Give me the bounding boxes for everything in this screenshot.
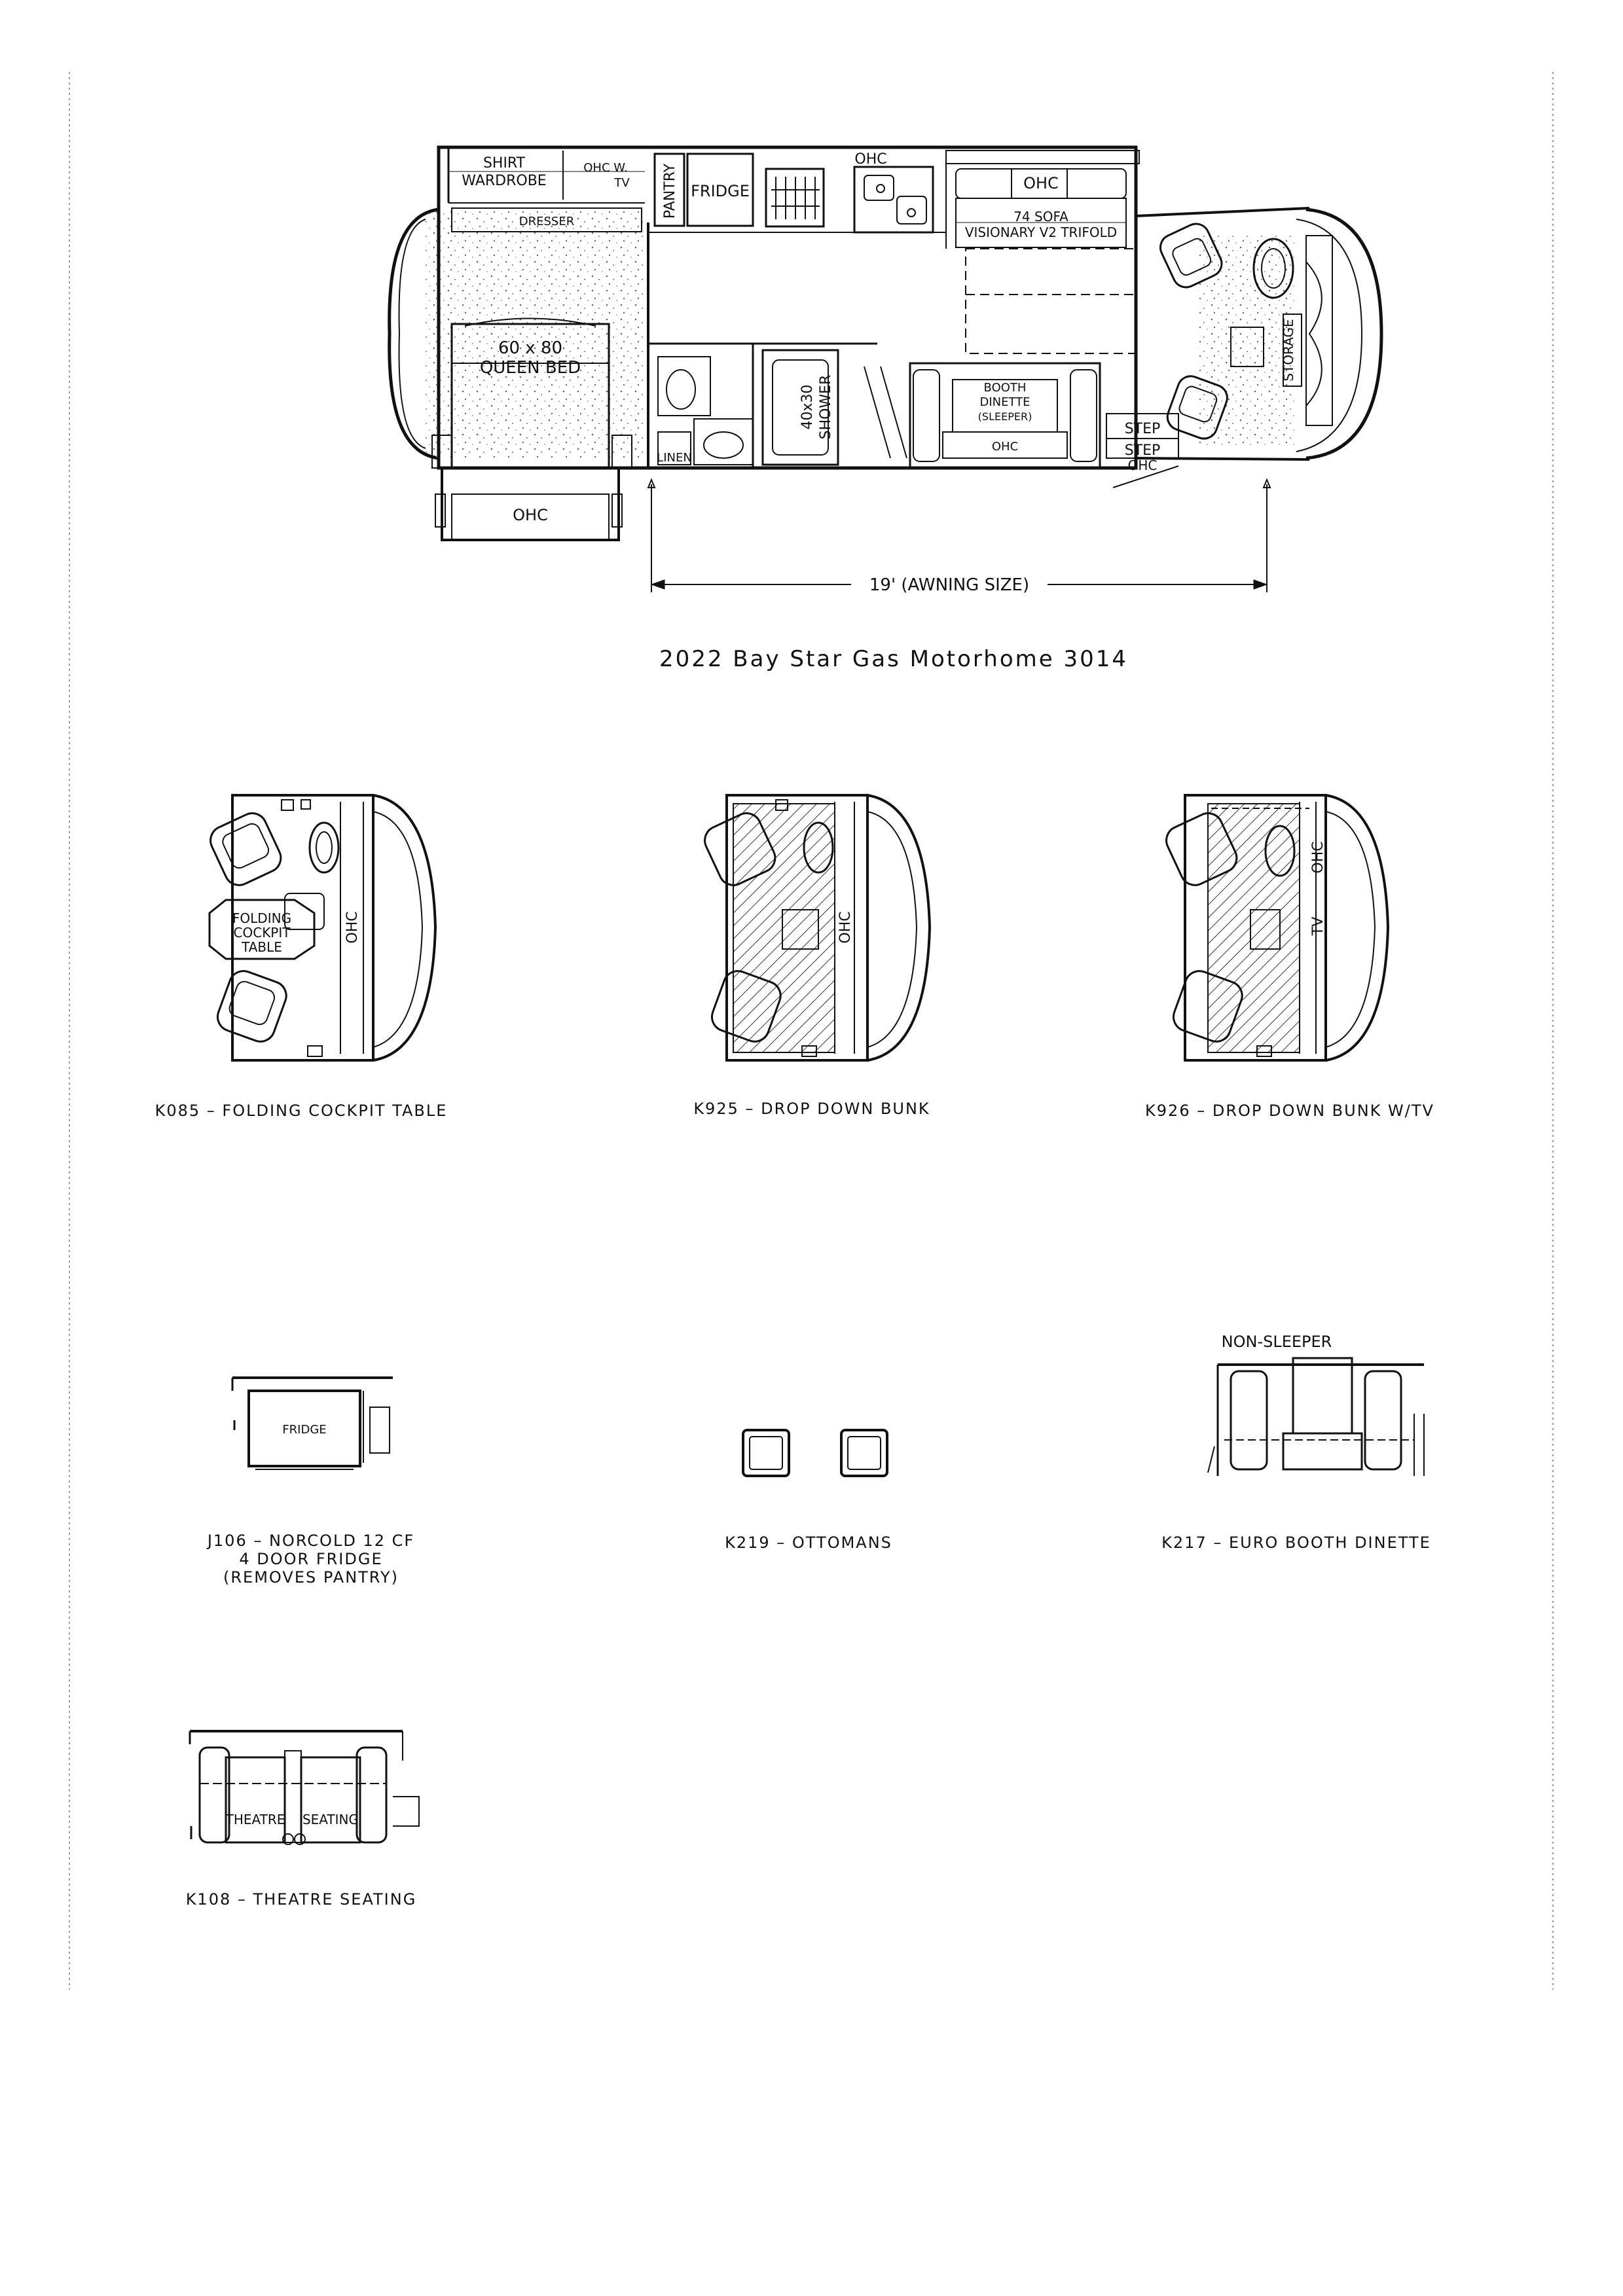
ohc-slide-label: OHC xyxy=(513,506,548,524)
awning-label: 19' (AWNING SIZE) xyxy=(869,575,1030,595)
k926-label-ohc: OHC xyxy=(1310,841,1326,874)
ohc-w-label: OHC W. xyxy=(583,161,628,175)
sofa-label-1: 74 SOFA xyxy=(1013,209,1068,224)
tv-label: TV xyxy=(614,176,630,190)
k925-label-ohc: OHC xyxy=(837,911,854,944)
k108-label-theatre: THEATRE xyxy=(225,1812,285,1827)
ohc-step-label: OHC xyxy=(1127,457,1158,473)
option-k219-caption: K219 – OTTOMANS xyxy=(725,1534,892,1552)
option-k925-caption: K925 – DROP DOWN BUNK xyxy=(693,1100,930,1118)
option-k219-drawing xyxy=(743,1430,887,1476)
shirt-label: SHIRT xyxy=(483,155,526,171)
pantry-label: PANTRY xyxy=(662,163,678,219)
ohc-sofa-label: OHC xyxy=(1023,174,1059,192)
k085-label-ohc: OHC xyxy=(344,911,361,944)
option-k925-drawing xyxy=(700,795,930,1060)
booth-label-3: (SLEEPER) xyxy=(977,410,1032,423)
option-j106-caption-3: (REMOVES PANTRY) xyxy=(223,1568,399,1587)
option-j106-caption-1: J106 – NORCOLD 12 CF xyxy=(207,1532,415,1550)
option-k926-drawing xyxy=(1161,795,1388,1060)
bed-label-1: 60 x 80 xyxy=(498,338,563,358)
booth-label-2: DINETTE xyxy=(979,395,1030,409)
k085-label-folding: FOLDING xyxy=(232,910,292,926)
step-label-1: STEP xyxy=(1124,421,1161,437)
option-j106-caption-2: 4 DOOR FRIDGE xyxy=(239,1550,383,1568)
k085-label-table: TABLE xyxy=(242,939,282,955)
wardrobe-label: WARDROBE xyxy=(462,173,547,189)
shower-label-2: SHOWER xyxy=(818,374,834,440)
k108-label-seating: SEATING xyxy=(302,1812,359,1827)
dresser-label: DRESSER xyxy=(519,215,575,228)
step-label-2: STEP xyxy=(1124,442,1161,459)
j106-label-fridge: FRIDGE xyxy=(282,1423,327,1437)
ohc-booth-label: OHC xyxy=(991,440,1019,454)
ohc-kitchen-label: OHC xyxy=(854,151,887,168)
option-k085-labels xyxy=(232,910,361,955)
linen-label: LINEN xyxy=(657,451,692,465)
option-k085-caption: K085 – FOLDING COCKPIT TABLE xyxy=(155,1102,448,1120)
option-k108-drawing xyxy=(190,1731,419,1844)
k085-label-cockpit: COCKPIT xyxy=(233,925,291,941)
booth-label-1: BOOTH xyxy=(983,381,1027,395)
option-k217-caption: K217 – EURO BOOTH DINETTE xyxy=(1161,1534,1431,1552)
k926-label-tv: TV xyxy=(1310,916,1326,936)
option-k926-caption: K926 – DROP DOWN BUNK W/TV xyxy=(1145,1102,1434,1120)
storage-label: STORAGE xyxy=(1281,319,1296,382)
fridge-label: FRIDGE xyxy=(691,182,750,200)
sofa-label-2: VISIONARY V2 TRIFOLD xyxy=(964,224,1118,240)
bed-label-2: QUEEN BED xyxy=(479,358,581,378)
k217-label-non-sleeper: NON-SLEEPER xyxy=(1221,1333,1332,1351)
option-k217-drawing xyxy=(1208,1358,1424,1476)
shower-label-1: 40x30 xyxy=(799,384,816,430)
page-title: 2022 Bay Star Gas Motorhome 3014 xyxy=(659,646,1129,672)
option-k108-caption: K108 – THEATRE SEATING xyxy=(185,1890,417,1909)
